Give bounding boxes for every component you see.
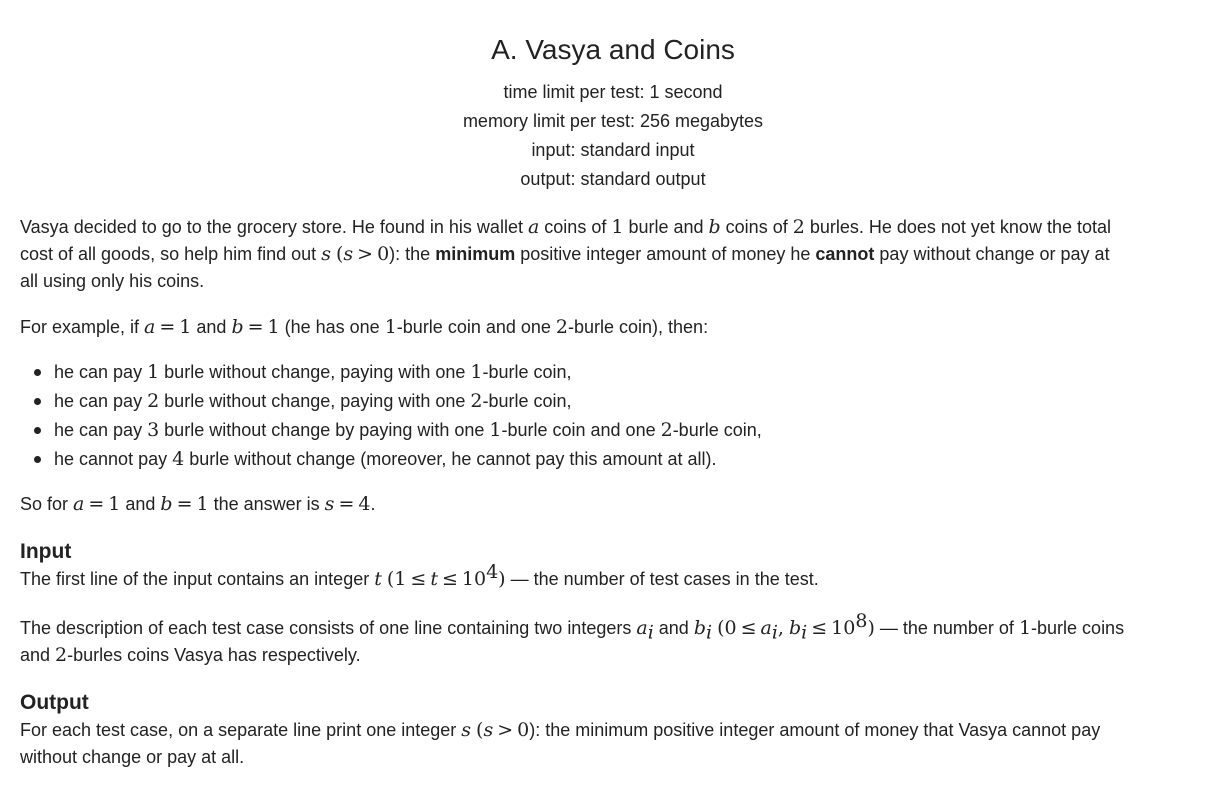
example-list: [20, 358, 1210, 474]
problem-title: A. Vasya and Coins: [491, 34, 735, 65]
bold-minimum: minimum: [435, 244, 516, 264]
problem-statement: [20, 0, 1210, 771]
bold-cannot: cannot: [815, 244, 875, 264]
output-file: output: standard output: [520, 169, 706, 189]
bullet-icon: [34, 456, 41, 463]
output-heading: Output: [20, 691, 89, 714]
output-paragraph: For each test case, on a separate line print one integer s (s > 0): the minimum positive integer amount of money that Vasya cannot pay without change or pay at all.: [20, 719, 1101, 767]
time-limit: time limit per test: 1 second: [503, 82, 723, 102]
bullet-icon: [34, 369, 41, 376]
problem-header: [20, 34, 1206, 194]
statement-paragraph-1: Vasya decided to go to the grocery store. He found in his wallet a coins of 1 burle and b coins of 2 burles. He does not yet know the total cost of all goods, so help him find out s (s > 0): the minimum positive integer amount of money he cannot pay without change or pay at all using only his coins.: [20, 216, 1111, 291]
memory-limit: memory limit per test: 256 megabytes: [462, 111, 764, 131]
list-item: he cannot pay 4 burle without change (moreover, he cannot pay this amount at all).: [54, 445, 1210, 474]
statement-paragraph-2: For example, if a = 1 and b = 1 (he has one 1-burle coin and one 2-burle coin), then:: [20, 316, 709, 338]
list-item: he can pay 2 burle without change, paying with one 2-burle coin,: [54, 387, 1210, 416]
list-item: he can pay 1 burle without change, paying with one 1-burle coin,: [54, 358, 1210, 387]
input-heading: Input: [20, 540, 72, 563]
input-paragraph-2: The description of each test case consists of one line containing two integers $a_i$ and $b_i$ ($0 \le a_i$, $b_i \le 10^8$) — the number of 1-burle coins and 2-burles coins Vasya has respectively.: [20, 610, 1125, 666]
bullet-icon: [34, 427, 41, 434]
list-item: he can pay 3 burle without change by paying with one 1-burle coin and one 2-burle coin,: [54, 416, 1210, 445]
bullet-icon: [34, 398, 41, 405]
input-paragraph-1: The first line of the input contains an integer t $(1 \le t \le 10^4)$ — the number of test cases in the test.: [20, 561, 819, 590]
input-file: input: standard input: [531, 140, 695, 160]
statement-paragraph-3: So for a = 1 and b = 1 the answer is s = 4.: [20, 493, 376, 515]
